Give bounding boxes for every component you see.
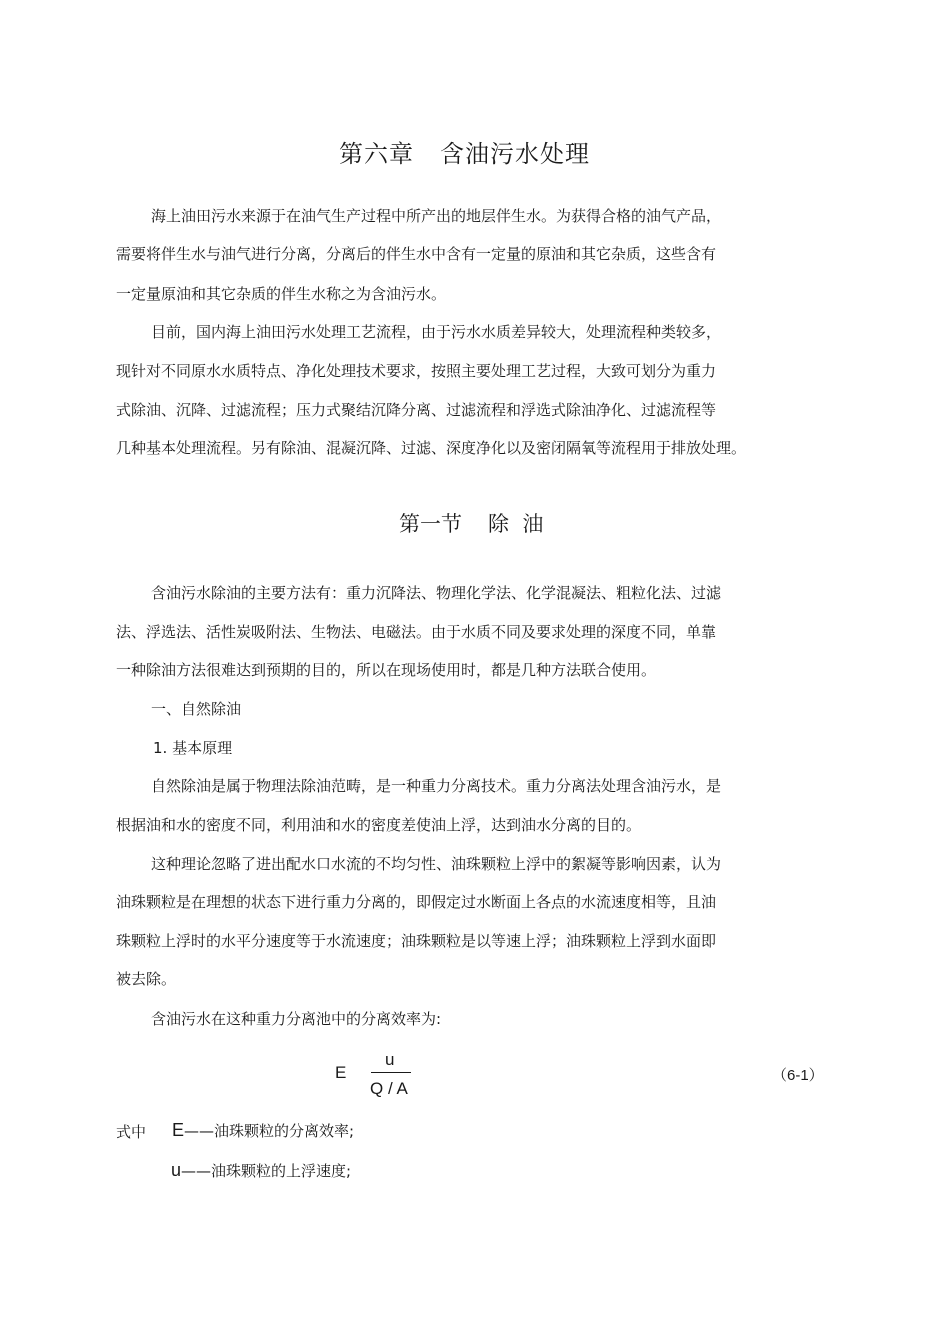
intro-p1-line-1: 海上油田污水来源于在油气生产过程中所产出的地层伴生水。为获得合格的油气产品，: [151, 207, 722, 225]
formula-fraction-bar: [371, 1072, 411, 1073]
heading-natural-oil-removal: 一、自然除油: [151, 700, 242, 718]
section-p3-line-4: 被去除。: [116, 970, 177, 988]
intro-p2-line-4: 几种基本处理流程。另有除油、混凝沉降、过滤、深度净化以及密闭隔氧等流程用于排放处理。: [116, 439, 747, 457]
chapter-title: [339, 134, 590, 169]
section-name: 除 油: [488, 512, 544, 536]
section-p1-line-3: 一种除油方法很难达到预期的目的，所以在现场使用时，都是几种方法联合使用。: [116, 661, 657, 679]
section-p2-line-2: 根据油和水的密度不同，利用油和水的密度差使油上浮，达到油水分离的目的。: [116, 816, 642, 834]
formula-denominator: Q / A: [370, 1079, 408, 1098]
section-p1-line-1: 含油污水除油的主要方法有：重力沉降法、物理化学法、化学混凝法、粗粒化法、过滤: [151, 584, 722, 602]
section-title: [399, 508, 543, 538]
heading-basic-principle: 1. 基本原理: [153, 739, 233, 757]
section-p1-line-2: 法、浮选法、活性炭吸附法、生物法、电磁法。由于水质不同及要求处理的深度不同，单靠: [116, 623, 717, 641]
section-p2-line-1: 自然除油是属于物理法除油范畴，是一种重力分离技术。重力分离法处理含油污水，是: [151, 777, 722, 795]
definition-u: [171, 1160, 351, 1182]
section-p3-line-3: 珠颗粒上浮时的水平分速度等于水流速度；油珠颗粒是以等速上浮；油珠颗粒上浮到水面即: [116, 932, 717, 950]
definitions-prefix: 式中: [116, 1123, 147, 1141]
intro-p1-line-3: 一定量原油和其它杂质的伴生水称之为含油污水。: [116, 285, 447, 303]
definition-e: [172, 1120, 354, 1142]
section-number: 第一节: [399, 512, 462, 536]
formula-numerator: u: [385, 1050, 395, 1069]
formula-lhs: E: [335, 1063, 347, 1082]
chapter-name: 含油污水处理: [440, 140, 590, 168]
section-p4: 含油污水在这种重力分离池中的分离效率为:: [151, 1010, 442, 1028]
section-p3-line-2: 油珠颗粒是在理想的状态下进行重力分离的，即假定过水断面上各点的水流速度相等，且油: [116, 893, 717, 911]
intro-p2-line-3: 式除油、沉降、过滤流程；压力式聚结沉降分离、过滤流程和浮选式除油净化、过滤流程等: [116, 401, 717, 419]
intro-p2-line-1: 目前，国内海上油田污水处理工艺流程，由于污水水质差异较大，处理流程种类较多，: [151, 323, 722, 341]
intro-p1-line-2: 需要将伴生水与油气进行分离，分离后的伴生水中含有一定量的原油和其它杂质，这些含有: [116, 245, 717, 263]
intro-p2-line-2: 现针对不同原水水质特点、净化处理技术要求，按照主要处理工艺过程，大致可划分为重力: [116, 362, 717, 380]
definition-u-symbol: u: [171, 1160, 182, 1180]
definition-u-text: ——油珠颗粒的上浮速度;: [181, 1162, 352, 1180]
section-p3-line-1: 这种理论忽略了进出配水口水流的不均匀性、油珠颗粒上浮中的絮凝等影响因素，认为: [151, 855, 722, 873]
chapter-number: 第六章: [339, 140, 414, 168]
definition-e-text: ——油珠颗粒的分离效率;: [184, 1122, 355, 1140]
equation-number: （6-1）: [772, 1067, 824, 1084]
definition-e-symbol: E: [172, 1120, 185, 1140]
